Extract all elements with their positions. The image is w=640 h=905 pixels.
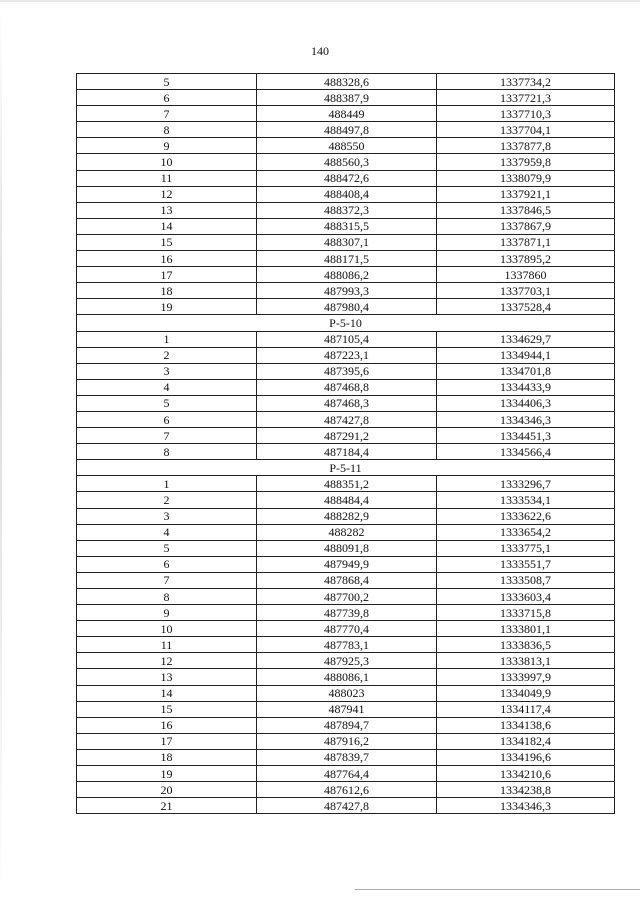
point-number-cell: 4: [77, 379, 257, 395]
y-coordinate-cell: 1334629,7: [437, 331, 615, 347]
table-row: [77, 267, 615, 283]
point-number-cell: 3: [77, 508, 257, 524]
point-number-cell: 10: [77, 621, 257, 637]
point-number-cell: 2: [77, 347, 257, 363]
table-row: [77, 621, 615, 637]
x-coordinate-cell: 488328,6: [257, 74, 437, 90]
x-coordinate-cell: 488171,5: [257, 251, 437, 267]
x-coordinate-cell: 488307,1: [257, 234, 437, 250]
table-row: [77, 186, 615, 202]
y-coordinate-cell: 1334346,3: [437, 798, 615, 814]
y-coordinate-cell: 1333654,2: [437, 524, 615, 540]
y-coordinate-cell: 1333508,7: [437, 572, 615, 588]
table-row: [77, 363, 615, 379]
table-row: [77, 782, 615, 798]
scan-edge-left: [0, 0, 2, 905]
y-coordinate-cell: 1334944,1: [437, 347, 615, 363]
x-coordinate-cell: 488023: [257, 685, 437, 701]
table-row: [77, 170, 615, 186]
x-coordinate-cell: 487839,7: [257, 749, 437, 765]
point-number-cell: 11: [77, 637, 257, 653]
table-row: [77, 154, 615, 170]
y-coordinate-cell: 1334701,8: [437, 363, 615, 379]
point-number-cell: 8: [77, 589, 257, 605]
x-coordinate-cell: 487739,8: [257, 605, 437, 621]
table-row: [77, 395, 615, 411]
point-number-cell: 5: [77, 395, 257, 411]
point-number-cell: 12: [77, 653, 257, 669]
coordinates-table-body: [77, 74, 615, 814]
point-number-cell: 12: [77, 186, 257, 202]
coordinates-table: [76, 73, 615, 814]
y-coordinate-cell: 1334049,9: [437, 685, 615, 701]
y-coordinate-cell: 1334138,6: [437, 717, 615, 733]
point-number-cell: 6: [77, 90, 257, 106]
x-coordinate-cell: 488408,4: [257, 186, 437, 202]
x-coordinate-cell: 488351,2: [257, 476, 437, 492]
table-row: [77, 90, 615, 106]
section-label: Р-5-11: [77, 460, 615, 476]
x-coordinate-cell: 487916,2: [257, 733, 437, 749]
table-row: [77, 331, 615, 347]
x-coordinate-cell: 487868,4: [257, 572, 437, 588]
x-coordinate-cell: 488472,6: [257, 170, 437, 186]
x-coordinate-cell: 488484,4: [257, 492, 437, 508]
y-coordinate-cell: 1333997,9: [437, 669, 615, 685]
point-number-cell: 15: [77, 701, 257, 717]
point-number-cell: 14: [77, 218, 257, 234]
x-coordinate-cell: 487941: [257, 701, 437, 717]
table-row: [77, 283, 615, 299]
x-coordinate-cell: 487427,8: [257, 798, 437, 814]
y-coordinate-cell: 1337734,2: [437, 74, 615, 90]
point-number-cell: 1: [77, 331, 257, 347]
table-row: [77, 669, 615, 685]
y-coordinate-cell: 1334238,8: [437, 782, 615, 798]
table-row: [77, 798, 615, 814]
table-row: [77, 476, 615, 492]
table-row: [77, 444, 615, 460]
point-number-cell: 17: [77, 267, 257, 283]
y-coordinate-cell: 1337704,1: [437, 122, 615, 138]
point-number-cell: 13: [77, 669, 257, 685]
point-number-cell: 17: [77, 733, 257, 749]
x-coordinate-cell: 488282: [257, 524, 437, 540]
y-coordinate-cell: 1337528,4: [437, 299, 615, 315]
table-row: [77, 347, 615, 363]
point-number-cell: 19: [77, 299, 257, 315]
table-row: [77, 218, 615, 234]
x-coordinate-cell: 487223,1: [257, 347, 437, 363]
x-coordinate-cell: 487395,6: [257, 363, 437, 379]
point-number-cell: 15: [77, 234, 257, 250]
table-row: [77, 524, 615, 540]
y-coordinate-cell: 1334406,3: [437, 395, 615, 411]
table-row: [77, 556, 615, 572]
table-row: [77, 589, 615, 605]
table-row: [77, 749, 615, 765]
table-row: [77, 202, 615, 218]
point-number-cell: 5: [77, 540, 257, 556]
scan-edge-top: [0, 0, 640, 2]
y-coordinate-cell: 1337867,9: [437, 218, 615, 234]
x-coordinate-cell: 487468,3: [257, 395, 437, 411]
table-row: [77, 701, 615, 717]
point-number-cell: 6: [77, 556, 257, 572]
y-coordinate-cell: 1337710,3: [437, 106, 615, 122]
y-coordinate-cell: 1337877,8: [437, 138, 615, 154]
x-coordinate-cell: 488086,1: [257, 669, 437, 685]
y-coordinate-cell: 1333801,1: [437, 621, 615, 637]
point-number-cell: 9: [77, 138, 257, 154]
x-coordinate-cell: 487468,8: [257, 379, 437, 395]
x-coordinate-cell: 487980,4: [257, 299, 437, 315]
y-coordinate-cell: 1333836,5: [437, 637, 615, 653]
point-number-cell: 16: [77, 251, 257, 267]
point-number-cell: 16: [77, 717, 257, 733]
table-row: [77, 138, 615, 154]
x-coordinate-cell: 488387,9: [257, 90, 437, 106]
y-coordinate-cell: 1337895,2: [437, 251, 615, 267]
point-number-cell: 10: [77, 154, 257, 170]
section-header-row: [77, 460, 615, 476]
x-coordinate-cell: 487612,6: [257, 782, 437, 798]
y-coordinate-cell: 1337959,8: [437, 154, 615, 170]
table-row: [77, 379, 615, 395]
x-coordinate-cell: 487783,1: [257, 637, 437, 653]
y-coordinate-cell: 1337871,1: [437, 234, 615, 250]
table-row: [77, 234, 615, 250]
point-number-cell: 11: [77, 170, 257, 186]
y-coordinate-cell: 1338079,9: [437, 170, 615, 186]
table-row: [77, 685, 615, 701]
point-number-cell: 13: [77, 202, 257, 218]
x-coordinate-cell: 487770,4: [257, 621, 437, 637]
x-coordinate-cell: 488497,8: [257, 122, 437, 138]
table-row: [77, 251, 615, 267]
x-coordinate-cell: 488449: [257, 106, 437, 122]
point-number-cell: 8: [77, 122, 257, 138]
table-row: [77, 411, 615, 427]
y-coordinate-cell: 1333551,7: [437, 556, 615, 572]
x-coordinate-cell: 488282,9: [257, 508, 437, 524]
x-coordinate-cell: 487105,4: [257, 331, 437, 347]
y-coordinate-cell: 1334566,4: [437, 444, 615, 460]
y-coordinate-cell: 1337846,5: [437, 202, 615, 218]
table-row: [77, 508, 615, 524]
x-coordinate-cell: 487427,8: [257, 411, 437, 427]
x-coordinate-cell: 488560,3: [257, 154, 437, 170]
y-coordinate-cell: 1334196,6: [437, 749, 615, 765]
y-coordinate-cell: 1333715,8: [437, 605, 615, 621]
y-coordinate-cell: 1337703,1: [437, 283, 615, 299]
table-row: [77, 492, 615, 508]
point-number-cell: 6: [77, 411, 257, 427]
y-coordinate-cell: 1334117,4: [437, 701, 615, 717]
table-row: [77, 766, 615, 782]
y-coordinate-cell: 1333775,1: [437, 540, 615, 556]
y-coordinate-cell: 1334433,9: [437, 379, 615, 395]
point-number-cell: 7: [77, 106, 257, 122]
table-row: [77, 122, 615, 138]
bottom-rule: [355, 889, 640, 890]
table-row: [77, 717, 615, 733]
x-coordinate-cell: 487949,9: [257, 556, 437, 572]
x-coordinate-cell: 487184,4: [257, 444, 437, 460]
table-row: [77, 299, 615, 315]
y-coordinate-cell: 1334182,4: [437, 733, 615, 749]
x-coordinate-cell: 487764,4: [257, 766, 437, 782]
y-coordinate-cell: 1334346,3: [437, 411, 615, 427]
point-number-cell: 19: [77, 766, 257, 782]
section-label: Р-5-10: [77, 315, 615, 331]
table-row: [77, 540, 615, 556]
x-coordinate-cell: 488091,8: [257, 540, 437, 556]
x-coordinate-cell: 488372,3: [257, 202, 437, 218]
y-coordinate-cell: 1334451,3: [437, 428, 615, 444]
x-coordinate-cell: 487894,7: [257, 717, 437, 733]
y-coordinate-cell: 1333603,4: [437, 589, 615, 605]
y-coordinate-cell: 1333813,1: [437, 653, 615, 669]
y-coordinate-cell: 1334210,6: [437, 766, 615, 782]
table-row: [77, 74, 615, 90]
point-number-cell: 5: [77, 74, 257, 90]
point-number-cell: 21: [77, 798, 257, 814]
point-number-cell: 1: [77, 476, 257, 492]
y-coordinate-cell: 1333296,7: [437, 476, 615, 492]
section-header-row: [77, 315, 615, 331]
table-row: [77, 572, 615, 588]
x-coordinate-cell: 488086,2: [257, 267, 437, 283]
point-number-cell: 4: [77, 524, 257, 540]
table-row: [77, 733, 615, 749]
point-number-cell: 20: [77, 782, 257, 798]
page-number: 140: [311, 44, 329, 58]
table-row: [77, 637, 615, 653]
point-number-cell: 8: [77, 444, 257, 460]
y-coordinate-cell: 1333622,6: [437, 508, 615, 524]
point-number-cell: 18: [77, 283, 257, 299]
point-number-cell: 18: [77, 749, 257, 765]
x-coordinate-cell: 487291,2: [257, 428, 437, 444]
x-coordinate-cell: 488315,5: [257, 218, 437, 234]
x-coordinate-cell: 488550: [257, 138, 437, 154]
y-coordinate-cell: 1333534,1: [437, 492, 615, 508]
table-row: [77, 605, 615, 621]
point-number-cell: 3: [77, 363, 257, 379]
x-coordinate-cell: 487993,3: [257, 283, 437, 299]
y-coordinate-cell: 1337721,3: [437, 90, 615, 106]
point-number-cell: 7: [77, 428, 257, 444]
point-number-cell: 9: [77, 605, 257, 621]
table-row: [77, 428, 615, 444]
point-number-cell: 14: [77, 685, 257, 701]
point-number-cell: 7: [77, 572, 257, 588]
point-number-cell: 2: [77, 492, 257, 508]
y-coordinate-cell: 1337860: [437, 267, 615, 283]
x-coordinate-cell: 487925,3: [257, 653, 437, 669]
x-coordinate-cell: 487700,2: [257, 589, 437, 605]
table-row: [77, 653, 615, 669]
y-coordinate-cell: 1337921,1: [437, 186, 615, 202]
table-row: [77, 106, 615, 122]
